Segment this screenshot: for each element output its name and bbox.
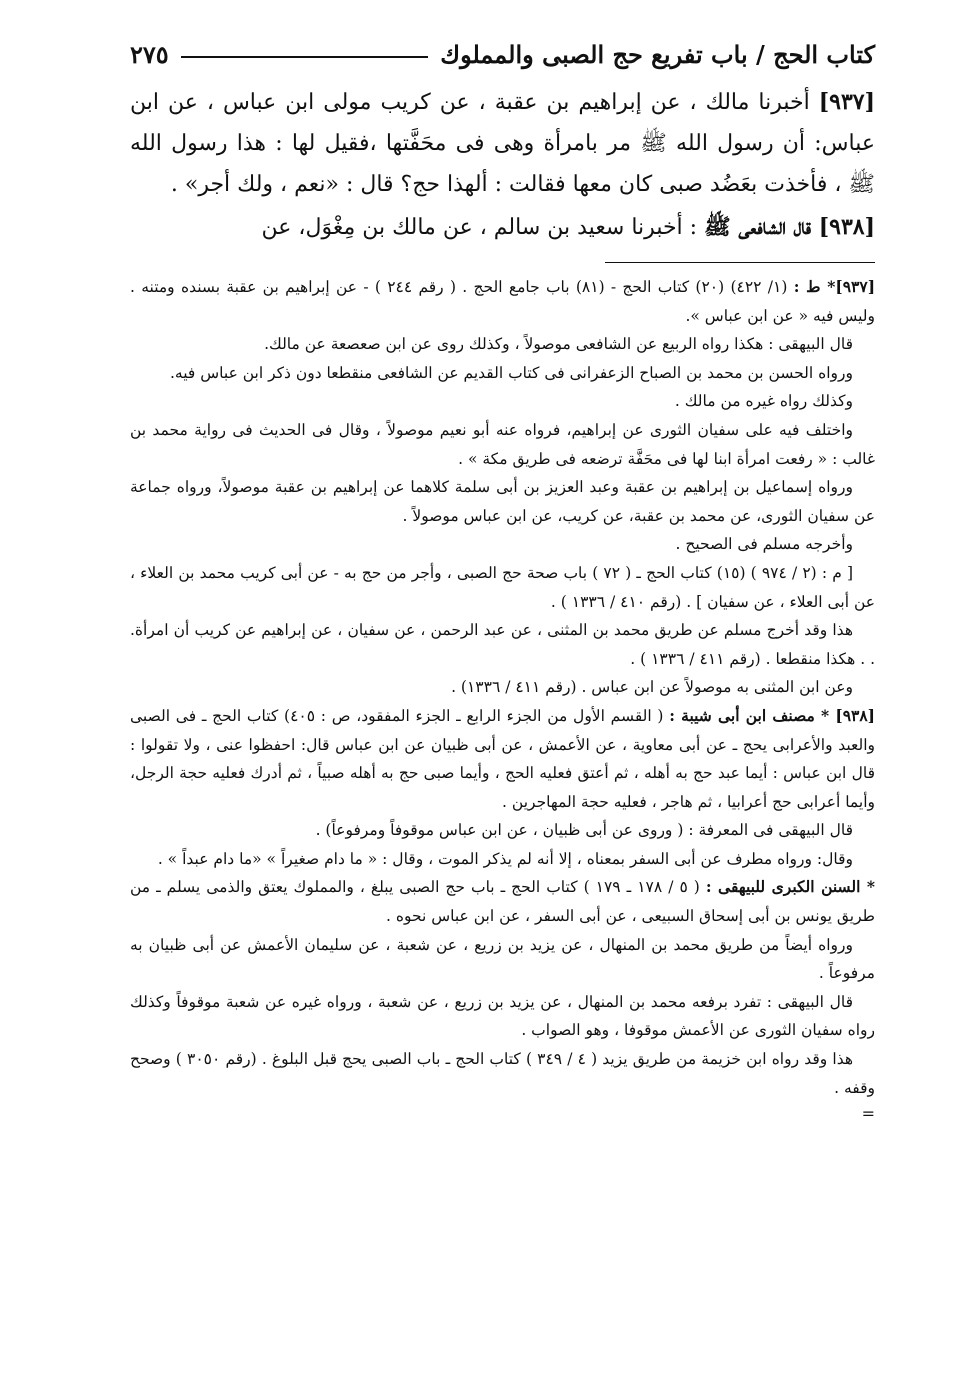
hadith-number: [٩٣٨] [818, 214, 875, 240]
footnote-tag: * السنن الكبرى للبيهقى : [705, 877, 875, 897]
footnote: قال البيهقى فى المعرفة : ( وروى عن أبى ظبيان ، عن ابن عباس موقوفاً ومرفوعاً) . [315, 821, 853, 840]
footnote-separator [605, 262, 875, 263]
footnote: ورواه أيضاً من طريق محمد بن المنهال ، عن يزيد بن زريع ، عن شعبة ، عن سليمان الأعمش عن أبى ظبيان به مرفوعاً . [130, 935, 875, 983]
footnote: قال البيهقى : هكذا رواه الربيع عن الشافعى موصولاً ، وكذلك روى عن ابن صعصعة عن مالك. [264, 335, 853, 354]
footnote: وكذلك رواه غيره من مالك . [674, 392, 853, 411]
footnote: [ م : (٢ / ٩٧٤ ) (١٥) كتاب الحج ـ ( ٧٢ ) باب صحة حج الصبى ، وأجر من حج به - عن أبى كريب محمد بن العلاء ، عن أبى العلاء ، عن سفيان ] . (رقم ٤١٠ / ١٣٣٦ ) . [130, 563, 875, 611]
footnote: وقال: ورواه مطرف عن أبى السفر بمعناه ، إلا أنه لم يذكر الموت ، وقال : « ما دام صغيراً » «ما دام عبداً » . [157, 849, 853, 868]
footnote: ورواه إسماعيل بن إبراهيم بن عقبة وعبد العزيز بن أبى سلمة كلاهما عن إبراهيم بن عقبة موصولاً، ورواه جماعة عن سفيان الثورى، عن محمد بن عقبة، عن كريب، عن ابن عباس موصولاً . [130, 478, 875, 525]
hadith-text: : أخبرنا سعيد بن سالم ، عن مالك بن مِغْوَل، عن [261, 215, 705, 240]
footnote: وعن ابن المثنى به موصولاً عن ابن عباس . (رقم ٤١١ / ١٣٣٦) . [451, 678, 853, 697]
footnote: وأخرجه مسلم فى الصحيح . [675, 535, 853, 554]
footnote-text: ( القسم الأول من الجزء الرابع ـ الجزء المفقود، ص : ٤٠٥) كتاب الحج ـ فى الصبى والعبد والأعرابى يحج ـ عن أبى معاوية ، عن الأعمش ، عن أبى ظبيان عن ابن عباس قال: احفظوا عنى ، ولا تقولوا : قال ابن عباس : أيما عبد حج به أهله ، ثم أعتق فعليه الحج ، وأيما صبى حج به أهله صبياً ، ثم أدرك فعليه حجة الرجل، وأيما أعرابى حج أعرابيا ، ثم هاجر ، فعليه حجة المهاجرين . [130, 706, 875, 811]
hadith-937 [130, 82, 875, 205]
footnote-text: ( ٥ / ١٧٨ ـ ١٧٩ ) كتاب الحج ـ باب حج الصبى يبلغ ، والمملوك يعتق والذمى يسلم ـ من طريق يونس بن أبى إسحاق السبيعى ، عن أبى السفر ، عن ابن عباس نحوه . [130, 878, 875, 926]
footnote: ورواه الحسن بن محمد بن الصباح الزعفرانى فى كتاب القديم عن الشافعى منقطعا دون ذكر ابن عباس فيه. [170, 363, 853, 382]
footnote-tag: [٩٣٧]* ط : [793, 277, 876, 296]
page-number: ٢٧٥ [130, 40, 169, 69]
hadith-lead: قال الشافعى ﷺ [704, 214, 819, 240]
footnote [130, 702, 875, 816]
footnote-text: (١/ ٤٢٢) (٢٠) كتاب الحج - (٨١) باب جامع الحج . ( رقم ٢٤٤ ) - عن إبراهيم بن عقبة بسنده ومتنه . وليس فيه « عن ابن عباس ». [130, 278, 875, 325]
footnote: قال البيهقى : تفرد برفعه محمد بن المنهال ، عن يزيد بن زريع ، عن شعبة ، ورواه غيره عن شعبة موقوفاً وكذلك رواه سفيان الثورى عن الأعمش موقوفا ، وهو الصواب . [130, 992, 875, 1040]
footnote: هذا وقد أخرج مسلم عن طريق محمد بن المثنى ، عن عبد الرحمن ، عن سفيان ، عن إبراهيم عن كريب أن امرأة. . . هكذا منقطعا . (رقم ٤١١ / ١٣٣٦ ) . [130, 621, 875, 668]
footnote-tag: [٩٣٨] * مصنف ابن أبى شيبة : [669, 705, 876, 725]
main-text [130, 82, 875, 248]
hadith-text: أخبرنا مالك ، عن إبراهيم بن عقبة ، عن كريب مولى ابن عباس ، عن ابن عباس: أن رسول الله ﷺ مر بامرأة وهى فى محَفَّتها ،فقيل لها : هذا رسول الله ﷺ ، فأخذت بعَضُد صبى كان معها فقالت : ألهذا حج؟ قال : «نعم ، ولك أجر» . [130, 90, 875, 197]
hadith-number: [٩٣٧] [818, 89, 875, 115]
footnote: واختلف فيه على سفيان الثورى عن إبراهيم، فرواه عنه أبو نعيم موصولاً ، وقال فى الحديث فى رواية محمد بن غالب : « رفعت امرأة ابنا لها فى محَفَّة ترضعه فى طريق مكة » . [130, 420, 875, 468]
running-header [130, 38, 875, 72]
hadith-938 [130, 207, 875, 248]
end-mark: = [861, 1104, 875, 1124]
footnote: هذا وقد رواه ابن خزيمة من طريق يزيد ( ٤ / ٣٤٩ ) كتاب الحج ـ باب الصبى يحج قبل البلوغ . (رقم ٣٠٥٠ ) وصحح وقفه . [130, 1050, 875, 1097]
footnote [130, 873, 875, 930]
footnotes [130, 273, 875, 1124]
chapter-title: كتاب الحج / باب تفريع حج الصبى والمملوك [440, 40, 875, 69]
header-rule [181, 56, 429, 58]
footnote [130, 273, 875, 330]
